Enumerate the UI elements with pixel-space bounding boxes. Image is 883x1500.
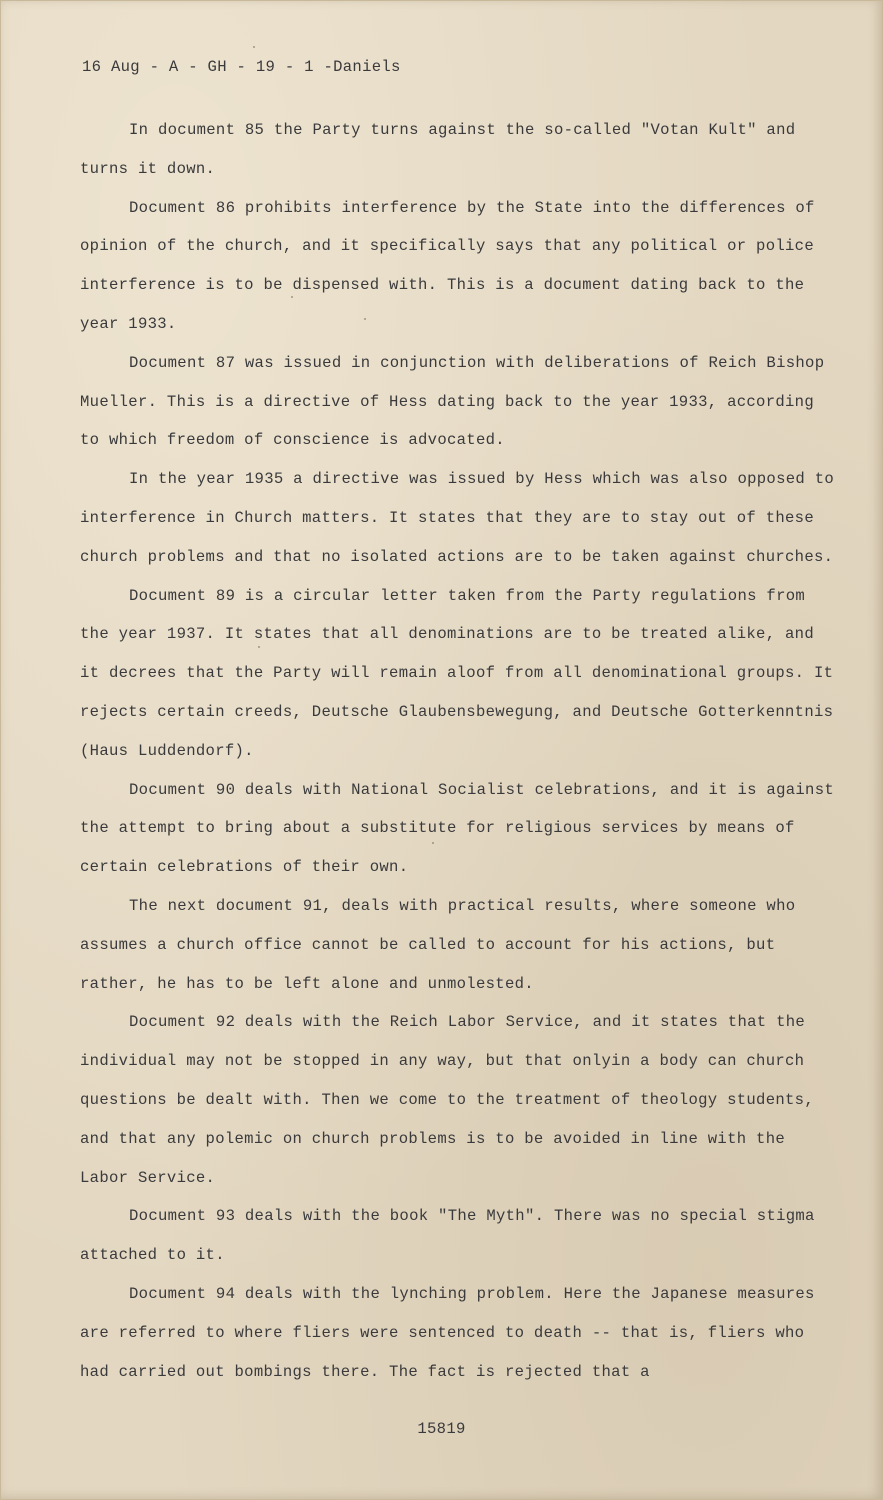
paragraph-document-89: Document 89 is a circular letter taken from the Party regulations from the year 1937. It states that all denominations are to be treated alike, and it decrees that the Party will remain aloof from all denominational groups. It rejects certain creeds, Deutsche Glaubensbewegung, and Deutsche Gotterkenntnis (Haus Luddendorf). xyxy=(80,586,834,760)
paragraph-document-90: Document 90 deals with National Socialist celebrations, and it is against the attempt to bring about a substitute for religious services by means of certain celebrations of their own. xyxy=(80,780,835,877)
paragraph-document-94: Document 94 deals with the lynching problem. Here the Japanese measures are referred to where fliers were sentenced to death -- that is, fliers who had carried out bombings there. The fact is rejected that a xyxy=(80,1284,815,1381)
paper-speck xyxy=(258,646,260,648)
paper-speck xyxy=(432,842,434,844)
document-header: 16 Aug - A - GH - 19 - 1 -Daniels xyxy=(82,58,401,76)
paper-speck xyxy=(568,1292,570,1294)
document-body xyxy=(80,111,840,1391)
paragraph-document-93: Document 93 deals with the book "The Myth". There was no special stigma attached to it. xyxy=(80,1207,815,1265)
paragraph-document-87: Document 87 was issued in conjunction with deliberations of Reich Bishop Mueller. This is a directive of Hess dating back to the year 1933, according to which freedom of conscience is advocated. xyxy=(80,353,825,450)
paragraph-document-92: Document 92 deals with the Reich Labor Service, and it states that the individual may not be stopped in any way, but that onlyin a body can church questions be dealt with. Then we come to the treatment of theology students, and that any polemic on church problems is to be avoided in line with the Labor Service. xyxy=(80,1013,814,1187)
paper-speck xyxy=(364,318,366,320)
paragraph-document-91: The next document 91, deals with practical results, where someone who assumes a church office cannot be called to account for his actions, but rather, he has to be left alone and unmolested. xyxy=(80,896,796,993)
page-number: 15819 xyxy=(417,1420,466,1438)
paper-speck xyxy=(291,296,293,298)
paragraph-document-86: Document 86 prohibits interference by the State into the differences of opinion of the church, and it specifically says that any political or police interference is to be dispensed with. This is a document dating back to the year 1933. xyxy=(80,198,815,333)
paragraph-document-85: In document 85 the Party turns against the so-called "Votan Kult" and turns it down. xyxy=(80,121,796,178)
paragraph-hess-1935: In the year 1935 a directive was issued by Hess which was also opposed to interference in Church matters. It states that they are to stay out of these church problems and that no isolated actions are to be taken against churches. xyxy=(80,470,835,566)
paper-speck xyxy=(253,46,255,48)
